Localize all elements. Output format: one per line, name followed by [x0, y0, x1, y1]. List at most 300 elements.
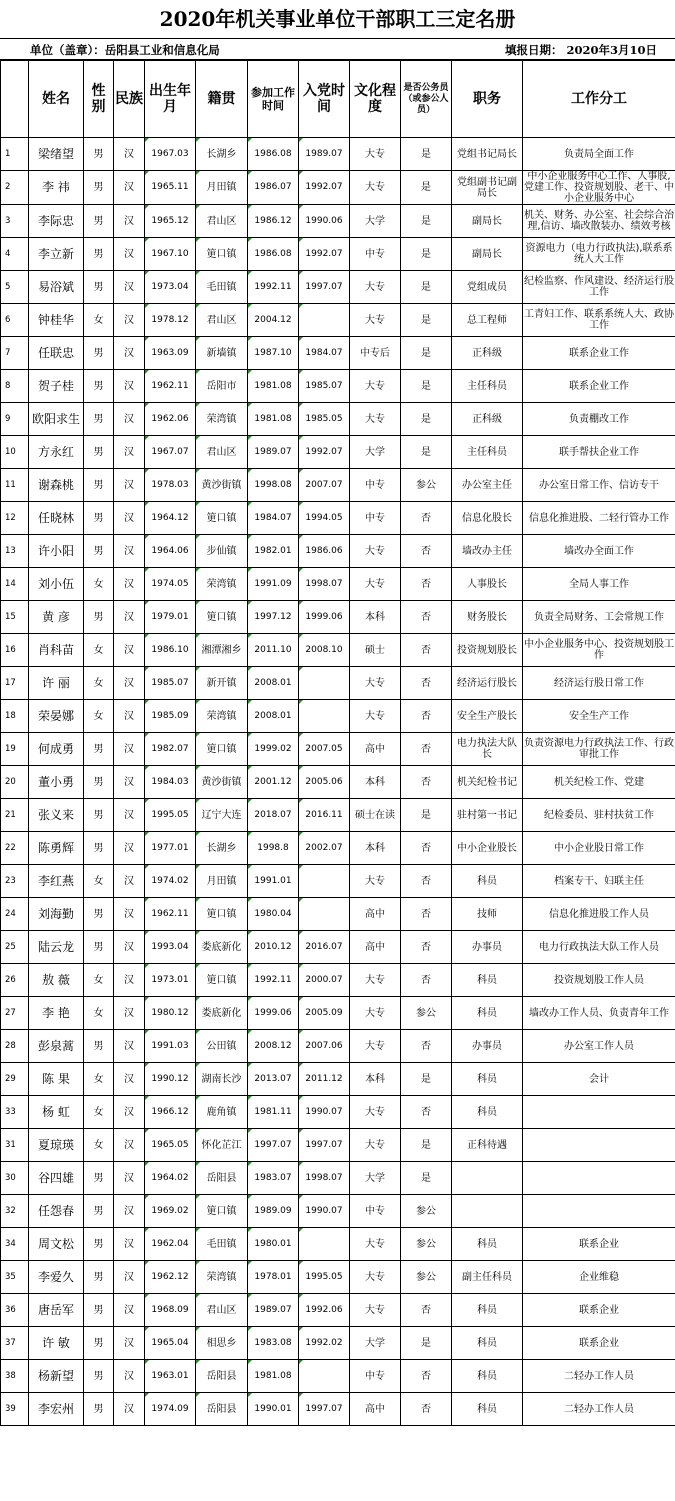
civil-servant-cell: 否 — [401, 865, 452, 898]
position-cell: 总工程师 — [452, 304, 523, 337]
gender-cell: 女 — [84, 1096, 114, 1129]
table-row — [1, 502, 675, 535]
work-start-cell: 1989.09 — [248, 1195, 299, 1228]
table-row — [1, 1360, 675, 1393]
name-cell: 黄 彦 — [29, 601, 84, 634]
header-name: 姓名 — [29, 61, 84, 138]
hometown-cell: 岳阳市 — [196, 370, 248, 403]
hometown-cell: 娄底新化 — [196, 997, 248, 1030]
table-row — [1, 634, 675, 667]
education-cell: 大专 — [350, 997, 401, 1030]
table-row — [1, 138, 675, 171]
gender-cell: 男 — [84, 171, 114, 205]
name-cell: 周文松 — [29, 1228, 84, 1261]
table-row — [1, 205, 675, 238]
ethnicity-cell: 汉 — [114, 931, 145, 964]
position-cell — [452, 1162, 523, 1195]
education-cell: 大学 — [350, 436, 401, 469]
table-row — [1, 1393, 675, 1426]
party-join-cell: 1985.05 — [299, 403, 350, 436]
civil-servant-cell: 否 — [401, 1360, 452, 1393]
hometown-cell: 筻口镇 — [196, 502, 248, 535]
work-start-cell: 2011.10 — [248, 634, 299, 667]
duties-cell: 企业维稳 — [523, 1261, 675, 1294]
table-row — [1, 832, 675, 865]
education-cell: 大专 — [350, 304, 401, 337]
ethnicity-cell: 汉 — [114, 601, 145, 634]
work-start-cell: 1981.11 — [248, 1096, 299, 1129]
duties-cell: 墙改办工作人员、负责青年工作 — [523, 997, 675, 1030]
ethnicity-cell: 汉 — [114, 337, 145, 370]
duties-cell: 信息化推进股、二轻行管办工作 — [523, 502, 675, 535]
row-index-cell: 10 — [1, 436, 29, 469]
birth-date-cell: 1966.12 — [145, 1096, 196, 1129]
header-index — [1, 61, 29, 138]
duties-cell: 联手帮扶企业工作 — [523, 436, 675, 469]
date-label: 填报日期： 2020年3月10日 — [504, 43, 657, 57]
education-cell: 大专 — [350, 171, 401, 205]
civil-servant-cell: 是 — [401, 799, 452, 832]
party-join-cell — [299, 667, 350, 700]
party-join-cell: 1992.07 — [299, 238, 350, 271]
education-cell: 大专 — [350, 1228, 401, 1261]
duties-cell: 机关纪检工作、党建 — [523, 766, 675, 799]
name-cell: 李 艳 — [29, 997, 84, 1030]
gender-cell: 男 — [84, 238, 114, 271]
name-cell: 张义来 — [29, 799, 84, 832]
row-index-cell: 4 — [1, 238, 29, 271]
education-cell: 大专 — [350, 667, 401, 700]
name-cell: 刘小伍 — [29, 568, 84, 601]
row-index-cell: 5 — [1, 271, 29, 304]
ethnicity-cell: 汉 — [114, 1195, 145, 1228]
work-start-cell: 1989.07 — [248, 1294, 299, 1327]
gender-cell: 男 — [84, 1294, 114, 1327]
civil-servant-cell: 是 — [401, 337, 452, 370]
row-index-cell: 29 — [1, 1063, 29, 1096]
table-row — [1, 271, 675, 304]
party-join-cell: 2005.09 — [299, 997, 350, 1030]
birth-date-cell: 1986.10 — [145, 634, 196, 667]
row-index-cell: 13 — [1, 535, 29, 568]
work-start-cell: 1983.07 — [248, 1162, 299, 1195]
hometown-cell: 步仙镇 — [196, 535, 248, 568]
row-index-cell: 9 — [1, 403, 29, 436]
header-work-start: 参加工作时间 — [248, 61, 299, 138]
gender-cell: 男 — [84, 601, 114, 634]
duties-cell — [523, 1162, 675, 1195]
birth-date-cell: 1964.12 — [145, 502, 196, 535]
duties-cell: 负责棚改工作 — [523, 403, 675, 436]
name-cell: 董小勇 — [29, 766, 84, 799]
row-index-cell: 28 — [1, 1030, 29, 1063]
name-cell: 陆云龙 — [29, 931, 84, 964]
duties-cell: 二轻办工作人员 — [523, 1360, 675, 1393]
work-start-cell: 2013.07 — [248, 1063, 299, 1096]
birth-date-cell: 1973.01 — [145, 964, 196, 997]
table-row — [1, 766, 675, 799]
birth-date-cell: 1962.12 — [145, 1261, 196, 1294]
civil-servant-cell: 参公 — [401, 1261, 452, 1294]
hometown-cell: 岳阳县 — [196, 1360, 248, 1393]
hometown-cell: 鹿角镇 — [196, 1096, 248, 1129]
education-cell: 高中 — [350, 733, 401, 766]
gender-cell: 女 — [84, 667, 114, 700]
row-index-cell: 3 — [1, 205, 29, 238]
position-cell: 中小企业股长 — [452, 832, 523, 865]
name-cell: 敖 薇 — [29, 964, 84, 997]
ethnicity-cell: 汉 — [114, 1327, 145, 1360]
birth-date-cell: 1963.01 — [145, 1360, 196, 1393]
name-cell: 方永红 — [29, 436, 84, 469]
name-cell: 欧阳求生 — [29, 403, 84, 436]
position-cell: 科员 — [452, 1063, 523, 1096]
row-index-cell: 26 — [1, 964, 29, 997]
education-cell: 高中 — [350, 898, 401, 931]
table-row — [1, 1162, 675, 1195]
work-start-cell: 1999.02 — [248, 733, 299, 766]
name-cell: 李立新 — [29, 238, 84, 271]
position-cell: 党组成员 — [452, 271, 523, 304]
work-start-cell: 1981.08 — [248, 1360, 299, 1393]
gender-cell: 男 — [84, 271, 114, 304]
ethnicity-cell: 汉 — [114, 436, 145, 469]
duties-cell: 联系企业 — [523, 1327, 675, 1360]
party-join-cell: 1997.07 — [299, 1393, 350, 1426]
party-join-cell: 2002.07 — [299, 832, 350, 865]
birth-date-cell: 1973.04 — [145, 271, 196, 304]
row-index-cell: 16 — [1, 634, 29, 667]
work-start-cell: 1986.08 — [248, 238, 299, 271]
position-cell: 党组副书记副局长 — [452, 171, 523, 205]
work-start-cell: 1998.08 — [248, 469, 299, 502]
hometown-cell: 辽宁大连 — [196, 799, 248, 832]
party-join-cell: 1998.07 — [299, 568, 350, 601]
name-cell: 谢森桃 — [29, 469, 84, 502]
birth-date-cell: 1964.06 — [145, 535, 196, 568]
birth-date-cell: 1991.03 — [145, 1030, 196, 1063]
gender-cell: 男 — [84, 733, 114, 766]
position-cell: 党组书记局长 — [452, 138, 523, 171]
education-cell: 大专 — [350, 1294, 401, 1327]
civil-servant-cell: 是 — [401, 205, 452, 238]
duties-cell: 负责全局财务、工会常规工作 — [523, 601, 675, 634]
table-row — [1, 964, 675, 997]
birth-date-cell: 1982.07 — [145, 733, 196, 766]
work-start-cell: 1998.8 — [248, 832, 299, 865]
civil-servant-cell: 是 — [401, 1129, 452, 1162]
hometown-cell: 怀化芷江 — [196, 1129, 248, 1162]
gender-cell: 男 — [84, 535, 114, 568]
work-start-cell: 1989.07 — [248, 436, 299, 469]
party-join-cell: 1992.06 — [299, 1294, 350, 1327]
row-index-cell: 25 — [1, 931, 29, 964]
work-start-cell: 1997.07 — [248, 1129, 299, 1162]
ethnicity-cell: 汉 — [114, 667, 145, 700]
row-index-cell: 1 — [1, 138, 29, 171]
position-cell: 电力执法大队长 — [452, 733, 523, 766]
ethnicity-cell: 汉 — [114, 171, 145, 205]
duties-cell: 中小企业服务中心、投资规划股工作 — [523, 634, 675, 667]
birth-date-cell: 1978.03 — [145, 469, 196, 502]
ethnicity-cell: 汉 — [114, 205, 145, 238]
hometown-cell: 筻口镇 — [196, 964, 248, 997]
work-start-cell: 2001.12 — [248, 766, 299, 799]
ethnicity-cell: 汉 — [114, 568, 145, 601]
party-join-cell: 1998.07 — [299, 1162, 350, 1195]
row-index-cell: 6 — [1, 304, 29, 337]
row-index-cell: 38 — [1, 1360, 29, 1393]
education-cell: 本科 — [350, 766, 401, 799]
party-join-cell: 1992.07 — [299, 436, 350, 469]
name-cell: 任晓林 — [29, 502, 84, 535]
birth-date-cell: 1974.02 — [145, 865, 196, 898]
ethnicity-cell: 汉 — [114, 1030, 145, 1063]
education-cell: 大专 — [350, 700, 401, 733]
work-start-cell: 1992.11 — [248, 271, 299, 304]
civil-servant-cell: 参公 — [401, 997, 452, 1030]
gender-cell: 男 — [84, 205, 114, 238]
civil-servant-cell: 否 — [401, 601, 452, 634]
hometown-cell: 长湖乡 — [196, 832, 248, 865]
party-join-cell: 1990.07 — [299, 1195, 350, 1228]
civil-servant-cell: 是 — [401, 436, 452, 469]
position-cell: 技师 — [452, 898, 523, 931]
row-index-cell: 36 — [1, 1294, 29, 1327]
gender-cell: 女 — [84, 634, 114, 667]
gender-cell: 男 — [84, 898, 114, 931]
header-civil-servant: 是否公务员（或参公人员） — [401, 61, 452, 138]
education-cell: 大专 — [350, 1261, 401, 1294]
table-row — [1, 997, 675, 1030]
ethnicity-cell: 汉 — [114, 634, 145, 667]
row-index-cell: 18 — [1, 700, 29, 733]
ethnicity-cell: 汉 — [114, 1261, 145, 1294]
party-join-cell: 1984.07 — [299, 337, 350, 370]
hometown-cell: 娄底新化 — [196, 931, 248, 964]
civil-servant-cell: 是 — [401, 138, 452, 171]
education-cell: 大专 — [350, 1129, 401, 1162]
table-row — [1, 1096, 675, 1129]
position-cell: 主任科员 — [452, 436, 523, 469]
party-join-cell: 1989.07 — [299, 138, 350, 171]
position-cell: 科员 — [452, 1294, 523, 1327]
ethnicity-cell: 汉 — [114, 1096, 145, 1129]
name-cell: 杨新望 — [29, 1360, 84, 1393]
table-row — [1, 1327, 675, 1360]
name-cell: 李宏州 — [29, 1393, 84, 1426]
ethnicity-cell: 汉 — [114, 733, 145, 766]
name-cell: 杨 虹 — [29, 1096, 84, 1129]
position-cell: 驻村第一书记 — [452, 799, 523, 832]
row-index-cell: 35 — [1, 1261, 29, 1294]
ethnicity-cell: 汉 — [114, 370, 145, 403]
civil-servant-cell: 是 — [401, 370, 452, 403]
ethnicity-cell: 汉 — [114, 1063, 145, 1096]
name-cell: 许 敏 — [29, 1327, 84, 1360]
ethnicity-cell: 汉 — [114, 964, 145, 997]
name-cell: 谷四雄 — [29, 1162, 84, 1195]
duties-cell: 墙改办全面工作 — [523, 535, 675, 568]
hometown-cell: 筻口镇 — [196, 238, 248, 271]
hometown-cell: 筻口镇 — [196, 898, 248, 931]
table-row — [1, 535, 675, 568]
civil-servant-cell: 参公 — [401, 469, 452, 502]
position-cell: 财务股长 — [452, 601, 523, 634]
duties-cell: 机关、财务、办公室、社会综合治理,信访、墙改散装办、绩效考核 — [523, 205, 675, 238]
education-cell: 中专 — [350, 238, 401, 271]
work-start-cell: 1986.07 — [248, 171, 299, 205]
birth-date-cell: 1974.05 — [145, 568, 196, 601]
duties-cell: 纪检监察、作风建设、经济运行股工作 — [523, 271, 675, 304]
table-row — [1, 1228, 675, 1261]
name-cell: 易浴斌 — [29, 271, 84, 304]
gender-cell: 男 — [84, 1162, 114, 1195]
ethnicity-cell: 汉 — [114, 1228, 145, 1261]
document-meta — [0, 38, 675, 60]
duties-cell: 经济运行股日常工作 — [523, 667, 675, 700]
gender-cell: 女 — [84, 997, 114, 1030]
position-cell: 科员 — [452, 865, 523, 898]
education-cell: 大学 — [350, 205, 401, 238]
hometown-cell: 月田镇 — [196, 865, 248, 898]
name-cell: 李际忠 — [29, 205, 84, 238]
birth-date-cell: 1985.09 — [145, 700, 196, 733]
gender-cell: 女 — [84, 1063, 114, 1096]
work-start-cell: 1999.06 — [248, 997, 299, 1030]
duties-cell — [523, 1129, 675, 1162]
hometown-cell: 君山区 — [196, 205, 248, 238]
table-row — [1, 304, 675, 337]
gender-cell: 男 — [84, 1195, 114, 1228]
position-cell: 机关纪检书记 — [452, 766, 523, 799]
education-cell: 大专 — [350, 1096, 401, 1129]
gender-cell: 男 — [84, 1393, 114, 1426]
hometown-cell: 荣湾镇 — [196, 568, 248, 601]
duties-cell: 联系企业工作 — [523, 370, 675, 403]
civil-servant-cell: 是 — [401, 304, 452, 337]
name-cell: 梁绪望 — [29, 138, 84, 171]
civil-servant-cell: 是 — [401, 1327, 452, 1360]
position-cell: 正科级 — [452, 337, 523, 370]
work-start-cell: 1997.12 — [248, 601, 299, 634]
work-start-cell: 1992.11 — [248, 964, 299, 997]
row-index-cell: 8 — [1, 370, 29, 403]
table-row — [1, 1294, 675, 1327]
document-title: 2020年机关事业单位干部职工三定名册 — [159, 7, 516, 31]
hometown-cell: 君山区 — [196, 1294, 248, 1327]
position-cell: 科员 — [452, 1393, 523, 1426]
ethnicity-cell: 汉 — [114, 700, 145, 733]
civil-servant-cell: 否 — [401, 634, 452, 667]
duties-cell: 办公室工作人员 — [523, 1030, 675, 1063]
civil-servant-cell: 否 — [401, 667, 452, 700]
education-cell: 本科 — [350, 832, 401, 865]
duties-cell: 电力行政执法大队工作人员 — [523, 931, 675, 964]
party-join-cell: 2007.05 — [299, 733, 350, 766]
party-join-cell: 2011.12 — [299, 1063, 350, 1096]
header-row — [1, 61, 675, 138]
position-cell: 办公室主任 — [452, 469, 523, 502]
duties-cell: 信息化推进股工作人员 — [523, 898, 675, 931]
hometown-cell: 荣湾镇 — [196, 403, 248, 436]
position-cell: 科员 — [452, 1096, 523, 1129]
birth-date-cell: 1965.05 — [145, 1129, 196, 1162]
table-row — [1, 568, 675, 601]
education-cell: 本科 — [350, 1063, 401, 1096]
work-start-cell: 1980.04 — [248, 898, 299, 931]
hometown-cell: 筻口镇 — [196, 733, 248, 766]
gender-cell: 女 — [84, 1129, 114, 1162]
ethnicity-cell: 汉 — [114, 403, 145, 436]
education-cell: 大专 — [350, 865, 401, 898]
work-start-cell: 2004.12 — [248, 304, 299, 337]
civil-servant-cell: 否 — [401, 1096, 452, 1129]
name-cell: 任联忠 — [29, 337, 84, 370]
position-cell: 科员 — [452, 964, 523, 997]
table-row — [1, 403, 675, 436]
position-cell: 科员 — [452, 997, 523, 1030]
birth-date-cell: 1980.12 — [145, 997, 196, 1030]
table-row — [1, 865, 675, 898]
table-row — [1, 1129, 675, 1162]
civil-servant-cell: 否 — [401, 832, 452, 865]
party-join-cell: 1999.06 — [299, 601, 350, 634]
education-cell: 大专 — [350, 138, 401, 171]
party-join-cell: 2005.06 — [299, 766, 350, 799]
education-cell: 大专 — [350, 370, 401, 403]
party-join-cell: 2016.07 — [299, 931, 350, 964]
birth-date-cell: 1990.12 — [145, 1063, 196, 1096]
work-start-cell: 2008.01 — [248, 700, 299, 733]
hometown-cell: 君山区 — [196, 304, 248, 337]
ethnicity-cell: 汉 — [114, 1360, 145, 1393]
gender-cell: 男 — [84, 931, 114, 964]
work-start-cell: 1983.08 — [248, 1327, 299, 1360]
name-cell: 彭泉蒿 — [29, 1030, 84, 1063]
position-cell: 正科待遇 — [452, 1129, 523, 1162]
civil-servant-cell: 否 — [401, 964, 452, 997]
birth-date-cell: 1967.10 — [145, 238, 196, 271]
education-cell: 中专后 — [350, 337, 401, 370]
position-cell: 投资规划股长 — [452, 634, 523, 667]
table-row — [1, 1063, 675, 1096]
birth-date-cell: 1962.04 — [145, 1228, 196, 1261]
education-cell: 中专 — [350, 1195, 401, 1228]
gender-cell: 女 — [84, 964, 114, 997]
education-cell: 中专 — [350, 1360, 401, 1393]
hometown-cell: 新开镇 — [196, 667, 248, 700]
duties-cell: 办公室日常工作、信访专干 — [523, 469, 675, 502]
gender-cell: 男 — [84, 1360, 114, 1393]
position-cell: 人事股长 — [452, 568, 523, 601]
unit-label: 单位（盖章）：岳阳县工业和信息化局 — [30, 43, 220, 57]
table-row — [1, 931, 675, 964]
table-row — [1, 436, 675, 469]
work-start-cell: 1982.01 — [248, 535, 299, 568]
hometown-cell: 湘潭湘乡 — [196, 634, 248, 667]
birth-date-cell: 1995.05 — [145, 799, 196, 832]
work-start-cell: 1981.08 — [248, 370, 299, 403]
header-hometown: 籍贯 — [196, 61, 248, 138]
civil-servant-cell: 否 — [401, 535, 452, 568]
birth-date-cell: 1993.04 — [145, 931, 196, 964]
birth-date-cell: 1962.11 — [145, 370, 196, 403]
row-index-cell: 21 — [1, 799, 29, 832]
name-cell: 肖科苗 — [29, 634, 84, 667]
table-row — [1, 337, 675, 370]
gender-cell: 男 — [84, 766, 114, 799]
